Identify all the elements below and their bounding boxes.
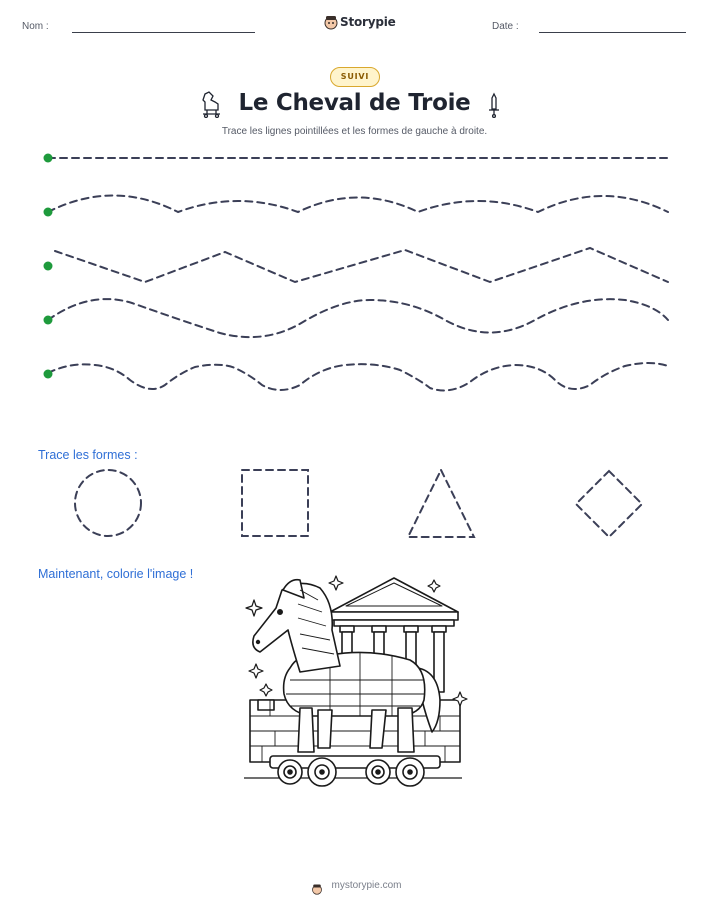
level-badge: SUIVI bbox=[330, 67, 380, 87]
start-dot bbox=[44, 316, 53, 325]
start-dot bbox=[44, 262, 53, 271]
start-dot bbox=[44, 154, 53, 163]
trace-shape-triangle[interactable] bbox=[408, 470, 474, 537]
tracing-line-bumpy-wave[interactable] bbox=[48, 363, 668, 390]
brand-name: Storypie bbox=[340, 15, 396, 29]
start-dot bbox=[44, 208, 53, 217]
shapes-heading: Trace les formes : bbox=[38, 448, 138, 462]
trace-shape-square[interactable] bbox=[242, 470, 308, 536]
date-label: Date : bbox=[492, 21, 519, 32]
trace-shape-diamond[interactable] bbox=[576, 471, 642, 537]
tracing-line-gentle-wave[interactable] bbox=[48, 196, 668, 213]
name-label: Nom : bbox=[22, 21, 49, 32]
page-title: Le Cheval de Troie bbox=[238, 90, 471, 116]
tracing-line-zigzag[interactable] bbox=[55, 248, 668, 282]
tracing-line-wave[interactable] bbox=[48, 299, 668, 337]
instructions: Trace les lignes pointillées et les formes de gauche à droite. bbox=[221, 126, 488, 137]
trace-shape-circle[interactable] bbox=[75, 470, 141, 536]
start-dot bbox=[44, 370, 53, 379]
footer-url[interactable]: mystorypie.com bbox=[331, 880, 402, 891]
trojan-horse-coloring-picture[interactable] bbox=[244, 576, 467, 786]
coloring-heading: Maintenant, colorie l'image ! bbox=[38, 567, 194, 581]
